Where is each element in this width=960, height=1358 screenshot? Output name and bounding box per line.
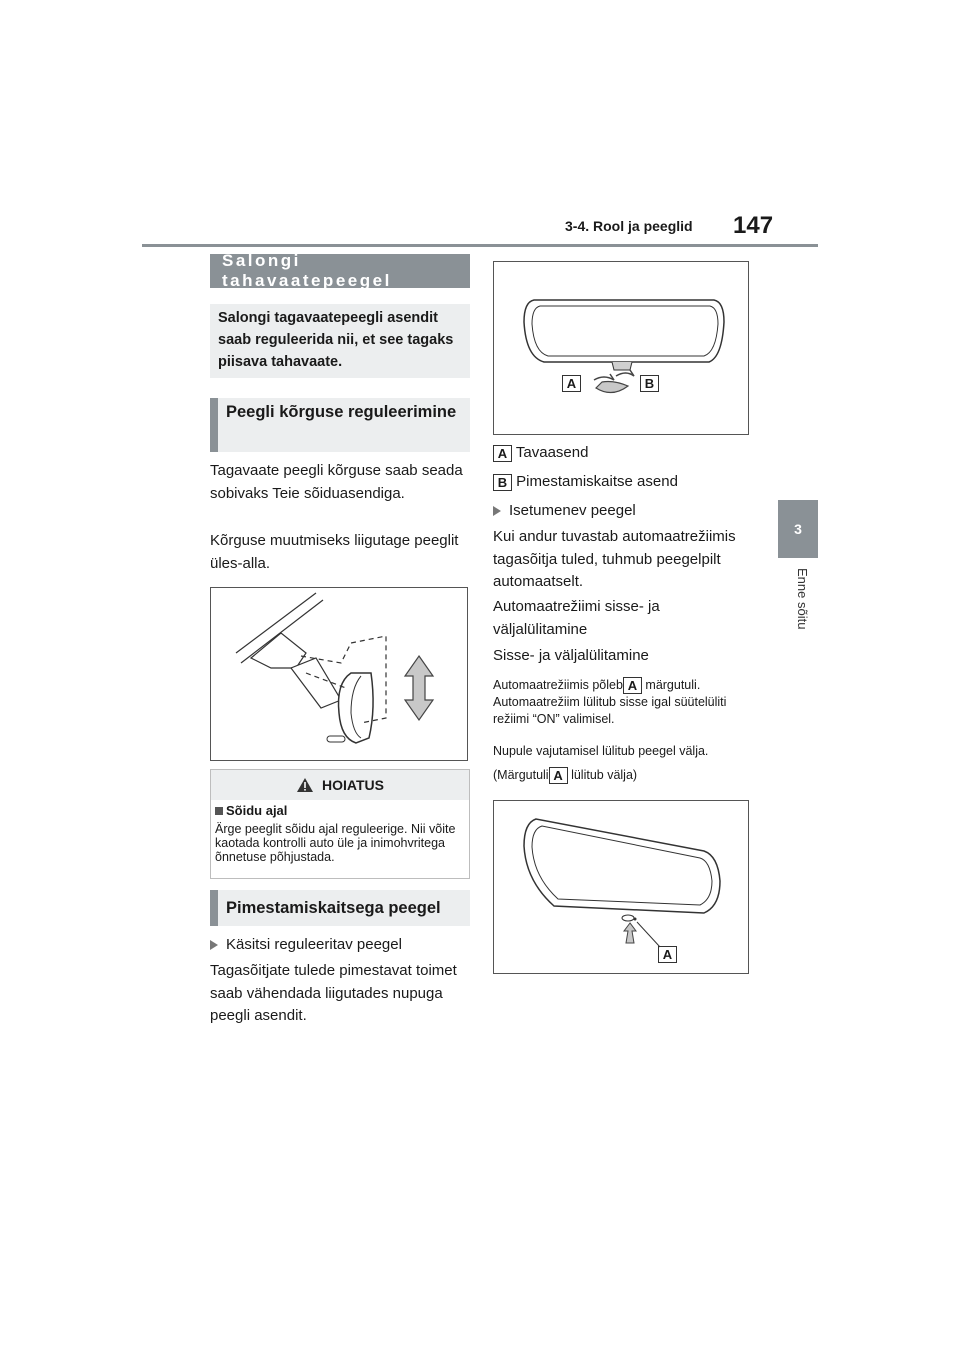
bullet-manual: Käsitsi reguleeritav peegel: [210, 934, 470, 957]
paragraph-auto: Kui andur tuvastab automaatrežiimis tagasõitja tuled, tuhmub peegelpilt automaatselt.: [493, 528, 736, 590]
mirror-height-illustration: [211, 588, 467, 760]
note-indicator-off: (Märgutuli A lülitub välja): [493, 768, 638, 784]
triangle-bullet-icon: [210, 940, 218, 950]
figure-mirror-height: [210, 587, 468, 761]
label-a: A: [549, 767, 568, 784]
warning-title: HOIATUS: [322, 777, 384, 793]
label-a: A: [493, 445, 512, 462]
item-a: A Tavaasend: [493, 442, 753, 465]
section-heading: Salongi tahavaatepeegel: [210, 254, 470, 288]
label-b: B: [493, 474, 512, 491]
paragraph-height: Tagavaate peegli kõrguse saab seada sobivaks Teie sõiduasendiga.: [210, 462, 463, 502]
figure-manual-mirror: [493, 261, 749, 435]
figure-label-a: A: [562, 375, 581, 392]
manual-mirror-illustration: [494, 262, 748, 434]
warning-box: [210, 769, 470, 879]
intro-box: Salongi tagavaatepeegli asendit saab reguleerida nii, et see tagaks piisava tahavaate.: [210, 304, 470, 378]
chapter-tab: 3: [778, 500, 818, 558]
paragraph-manual: Tagasõitjate tulede pimestavat toimet saab vähendada liigutades nupuga peegli asendit.: [210, 962, 457, 1024]
figure-auto-mirror: [493, 800, 749, 974]
label-a: A: [623, 677, 642, 694]
paragraph-move: Kõrguse muutmiseks liigutage peeglit üles-alla.: [210, 532, 459, 572]
section-title: 3-4. Rool ja peeglid: [565, 218, 693, 234]
paragraph-on-off: Sisse- ja väljalülitamine: [493, 647, 649, 664]
warning-icon: [296, 777, 314, 793]
subheading-antiglare: Pimestamiskaitsega peegel: [210, 890, 470, 926]
warning-header: [211, 770, 469, 800]
bullet-auto: Isetumenev peegel: [493, 500, 753, 523]
chapter-label: Enne sõitu: [795, 568, 810, 630]
auto-mirror-illustration: [494, 801, 748, 973]
paragraph-auto-toggle: Automaatrežiimi sisse- ja väljalülitamine: [493, 598, 660, 638]
note-indicator-on: Automaatrežiimis põleb A märgutuli. Automaatrežiim lülitub sisse igal süütelüliti režiimi “ON” valimisel.: [493, 678, 727, 727]
figure-label-a: A: [658, 946, 677, 963]
warning-body: Ärge peeglit sõidu ajal reguleerige. Nii võite kaotada kontrolli auto üle ja inimohvritega õnnetuse põhjustada.: [215, 822, 456, 864]
figure-label-b: B: [640, 375, 659, 392]
note-button-off: Nupule vajutamisel lülitub peegel välja.: [493, 744, 709, 758]
item-b: B Pimestamiskaitse asend: [493, 471, 753, 494]
header-rule: [142, 244, 818, 247]
page-number: 147: [733, 212, 774, 239]
square-bullet-icon: [215, 807, 223, 815]
triangle-bullet-icon: [493, 506, 501, 516]
warning-subtitle: Sõidu ajal: [215, 803, 463, 818]
subheading-height-adjust: Peegli kõrguse reguleerimine: [210, 398, 470, 452]
